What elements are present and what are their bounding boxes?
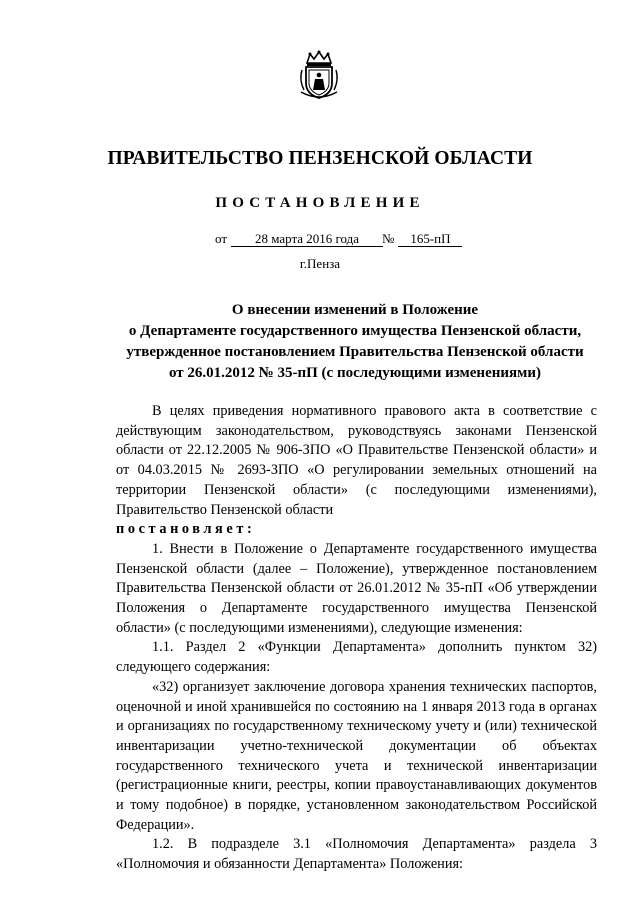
item-1-2-paragraph: 1.2. В подразделе 3.1 «Полномочия Департамента» раздела 3 «Полномочия и обязанности Департамента» Положения:	[116, 836, 597, 873]
title-line-4: от 26.01.2012 № 35-пП (с последующими изменениями)	[169, 365, 541, 381]
document-number	[382, 231, 462, 247]
preamble-paragraph: В целях приведения нормативного правового акта в соответствие с действующим законодательством, руководствуясь законами Пензенской области от 22.12.2005 № 906-ЗПО «О Правительстве Пензенской области» и от 04.03.2015 № 2693-ЗПО «О регулировании земельных отношений на территории Пензенской области» (с последующими изменениями), Правительство Пензенской области	[116, 403, 597, 518]
item-1-1-paragraph: 1.1. Раздел 2 «Функции Департамента» дополнить пунктом 32) следующего содержания:	[116, 639, 597, 676]
document-city: г.Пенза	[299, 256, 341, 271]
organization-name: ПРАВИТЕЛЬСТВО ПЕНЗЕНСКОЙ ОБЛАСТИ	[107, 148, 533, 169]
resolves-word: постановляет:	[116, 521, 256, 538]
number-value: 165-пП	[398, 232, 462, 247]
item-1-paragraph: 1. Внести в Положение о Департаменте государственного имущества Пензенской области (далее – Положение), утвержденное постановлением Правительства Пензенской области от 26.01.2012 № 35-пП «Об утверждении Положения о Департаменте государственного имущества Пензенской области» (с последующими изменениями), следующие изменения:	[116, 540, 597, 636]
title-line-1: О внесении изменений в Положение	[231, 302, 479, 318]
item-1-1-text-paragraph: «32) организует заключение договора хранения технических паспортов, оценочной и иной хранившейся по состоянию на 1 января 2013 года в органах и организациях по государственному техническому учету и (или) технической инвентаризации учетно-технической документации об объектах государственного технического учета и технической инвентаризации (регистрационные книги, реестры, копии правоустанавливающих документов и тому подобное) в порядке, установленном законодательством Российской Федерации».	[116, 678, 597, 833]
document-body	[116, 402, 597, 875]
document-date	[215, 231, 383, 247]
date-prefix: от	[215, 231, 228, 246]
number-prefix: №	[382, 231, 395, 246]
resolves-paragraph	[116, 520, 597, 540]
title-line-3: утвержденное постановлением Правительства Пензенской области	[126, 344, 584, 360]
title-line-2: о Департаменте государственного имущества Пензенской области,	[128, 323, 582, 339]
date-value: 28 марта 2016 года	[231, 232, 383, 247]
coat-of-arms-emblem	[298, 50, 340, 100]
document-type: ПОСТАНОВЛЕНИЕ	[215, 195, 425, 211]
